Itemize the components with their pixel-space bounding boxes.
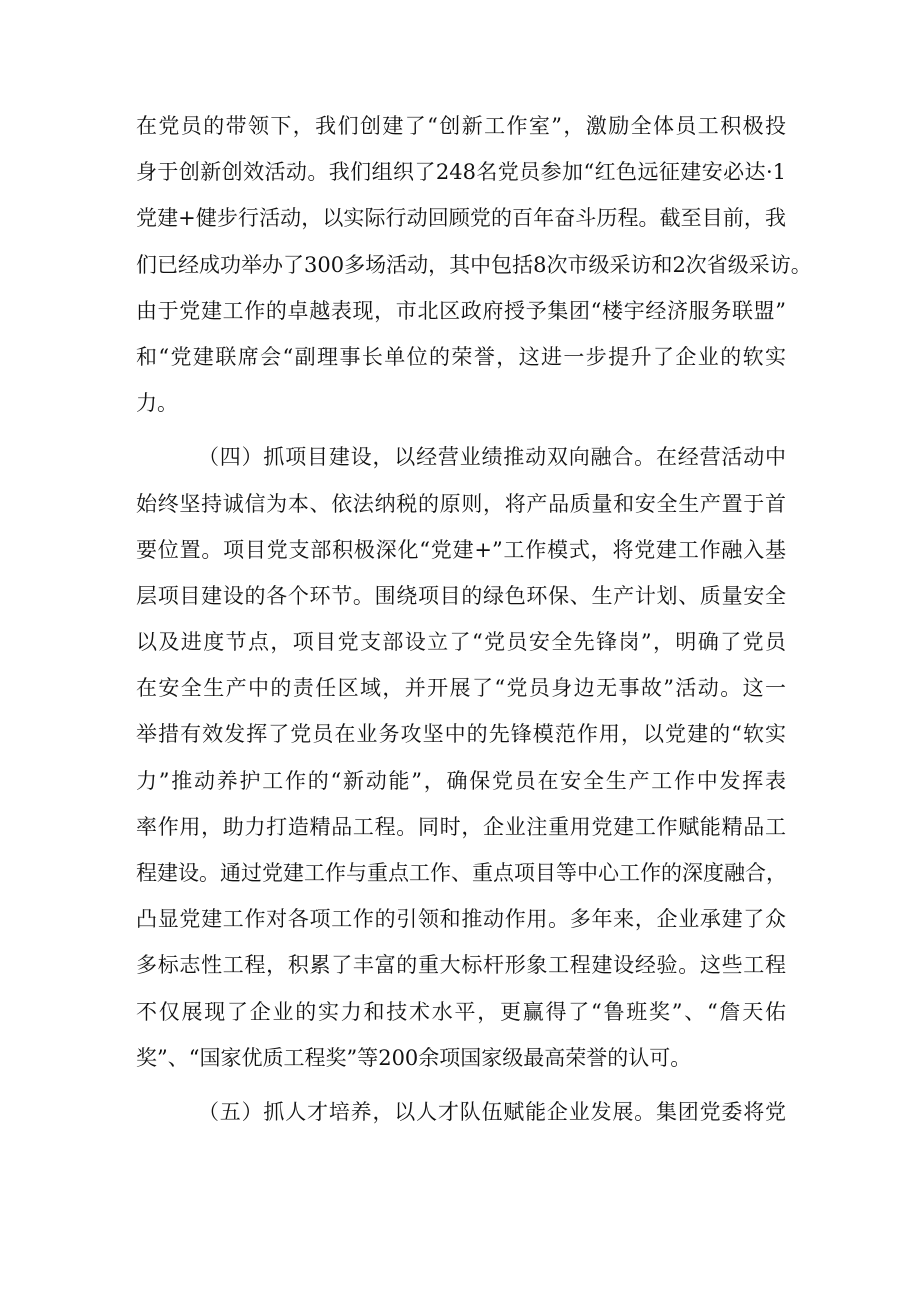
text-line: 奖”、“国家优质工程奖”等200余项国家级最高荣誉的认可。 — [136, 1045, 692, 1070]
text-line: 层项目建设的各个环节。围绕项目的绿色环保、生产计划、质量安全 — [136, 583, 786, 608]
text-line: 身于创新创效活动。我们组织了248名党员参加“红色远征建安必达·1 — [136, 160, 786, 185]
text-line: 多标志性工程，积累了丰富的重大标杆形象工程建设经验。这些工程 — [136, 953, 786, 978]
paragraph-heading-line: （五）抓人才培养，以人才队伍赋能企业发展。集团党委将党 — [198, 1099, 786, 1124]
text-line: 和“党建联席会“副理事长单位的荣誉，这进一步提升了企业的软实 — [136, 344, 786, 369]
text-line: 在党员的带领下，我们创建了“创新工作室”，激励全体员工积极投 — [136, 114, 786, 138]
text-line: 们已经成功举办了300多场活动，其中包括8次市级采访和2次省级采访。 — [136, 252, 812, 277]
text-line: 始终坚持诚信为本、依法纳税的原则，将产品质量和安全生产置于首 — [136, 491, 786, 516]
text-line: 凸显党建工作对各项工作的引领和推动作用。多年来，企业承建了众 — [136, 907, 786, 932]
text-line: 不仅展现了企业的实力和技术水平，更赢得了“鲁班奖”、“詹天佑 — [136, 999, 786, 1024]
text-line: 党建+健步行活动，以实际行动回顾党的百年奋斗历程。截至目前，我 — [136, 206, 786, 231]
text-line: 力。 — [136, 391, 178, 416]
text-line: 以及进度节点，项目党支部设立了“党员安全先锋岗”，明确了党员 — [136, 630, 786, 655]
text-line: 在安全生产中的责任区域，并开展了“党员身边无事故”活动。这一 — [136, 676, 786, 701]
paragraph-3-continued — [136, 103, 812, 426]
paragraph-heading-line: （四）抓项目建设，以经营业绩推动双向融合。在经营活动中 — [198, 445, 786, 470]
text-line: 举措有效发挥了党员在业务攻坚中的先锋模范作用，以党建的“软实 — [136, 722, 786, 747]
text-line: 要位置。项目党支部积极深化“党建+”工作模式，将党建工作融入基 — [136, 537, 786, 562]
text-line: 由于党建工作的卓越表现，市北区政府授予集团“楼宇经济服务联盟” — [136, 298, 786, 323]
paragraph-5 — [136, 1089, 786, 1135]
text-line: 率作用，助力打造精品工程。同时，企业注重用党建工作赋能精品工 — [136, 814, 786, 839]
text-line: 力”推动养护工作的“新动能”，确保党员在安全生产工作中发挥表 — [136, 768, 786, 793]
paragraph-4 — [136, 434, 786, 1081]
document-body — [136, 103, 812, 1135]
text-line: 程建设。通过党建工作与重点工作、重点项目等中心工作的深度融合， — [136, 861, 787, 885]
